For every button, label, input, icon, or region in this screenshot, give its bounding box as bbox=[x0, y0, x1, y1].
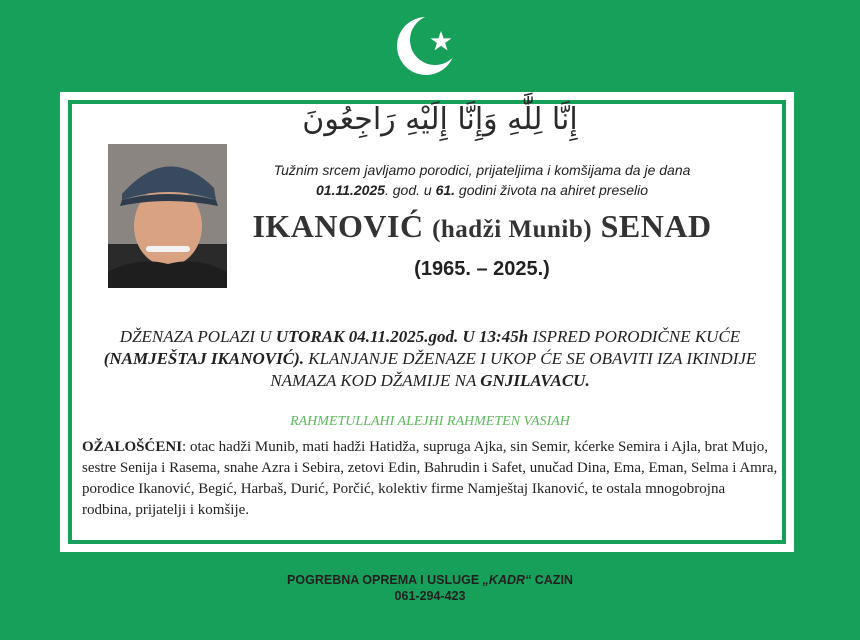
funeral-place: (NAMJEŠTAJ IKANOVIĆ). bbox=[103, 349, 304, 368]
footer-text-1: POGREBNA OPREMA I USLUGE bbox=[287, 573, 483, 587]
father-name: (hadži Munib) bbox=[432, 216, 593, 243]
first-name: SENAD bbox=[600, 208, 712, 244]
funeral-day-date: UTORAK 04.11.2025.god. U 13:45h bbox=[275, 327, 529, 346]
footer-company: „KADR“ bbox=[482, 573, 532, 587]
funeral-text-2: ISPRED PORODIČNE KUĆE bbox=[528, 327, 741, 346]
portrait-photo bbox=[108, 144, 227, 288]
mourners-label: OŽALOŠĆENI bbox=[82, 439, 183, 455]
funeral-service-footer bbox=[180, 572, 680, 604]
funeral-text-3: KLANJANJE DŽENAZE I UKOP ĆE SE OBAVITI IZA IKINDIJE NAMAZA KOD DŽAMIJE NA bbox=[270, 349, 757, 390]
announcement-text bbox=[232, 160, 732, 200]
deceased-name bbox=[232, 208, 732, 245]
mourners-list bbox=[82, 437, 778, 521]
arabic-verse: إِنَّا لِلَّٰهِ وَإِنَّا إِلَيْهِ رَاجِعُونَ bbox=[302, 102, 578, 137]
funeral-text-1: DŽENAZA POLAZI U bbox=[119, 327, 276, 346]
footer-company-line bbox=[180, 572, 680, 588]
footer-phone: 061-294-423 bbox=[394, 589, 466, 603]
age: 61. bbox=[435, 182, 456, 198]
funeral-location: GNJILAVACU. bbox=[480, 371, 590, 390]
death-date: 01.11.2025 bbox=[315, 182, 385, 198]
announcement-fragment: . god. u bbox=[384, 182, 436, 198]
life-years: (1965. – 2025.) bbox=[414, 258, 550, 280]
footer-text-2: CAZIN bbox=[531, 573, 573, 587]
announcement-line-1: Tužnim srcem javljamo porodici, prijateljima i komšijama da je dana bbox=[273, 162, 691, 178]
announcement-line-2 bbox=[232, 180, 732, 200]
prayer-line: RAHMETULLAHI ALEJHI RAHMETEN VASIAH bbox=[290, 414, 570, 429]
mourners-text: : otac hadži Munib, mati hadži Hatidža, supruga Ajka, sin Semir, kćerke Semira i Ajla, brat Mujo, sestre Senija i Rasema, snahe Azra i Sebira, zetovi Edin, Bahrudin i Safet, unučad Dina, Ema, Eman, Selma i Amra, porodice Ikanović, Begić, Harbaš, Durić, Porčić, kolektiv firme Namještaj Ikanović, te ostala mnogobrojna rodbina, prijatelji i komšije. bbox=[82, 439, 778, 518]
crescent-star-icon bbox=[396, 14, 460, 78]
surname: IKANOVIĆ bbox=[252, 208, 424, 244]
funeral-info bbox=[86, 326, 774, 392]
announcement-fragment-2: godini života na ahiret preselio bbox=[455, 182, 649, 198]
